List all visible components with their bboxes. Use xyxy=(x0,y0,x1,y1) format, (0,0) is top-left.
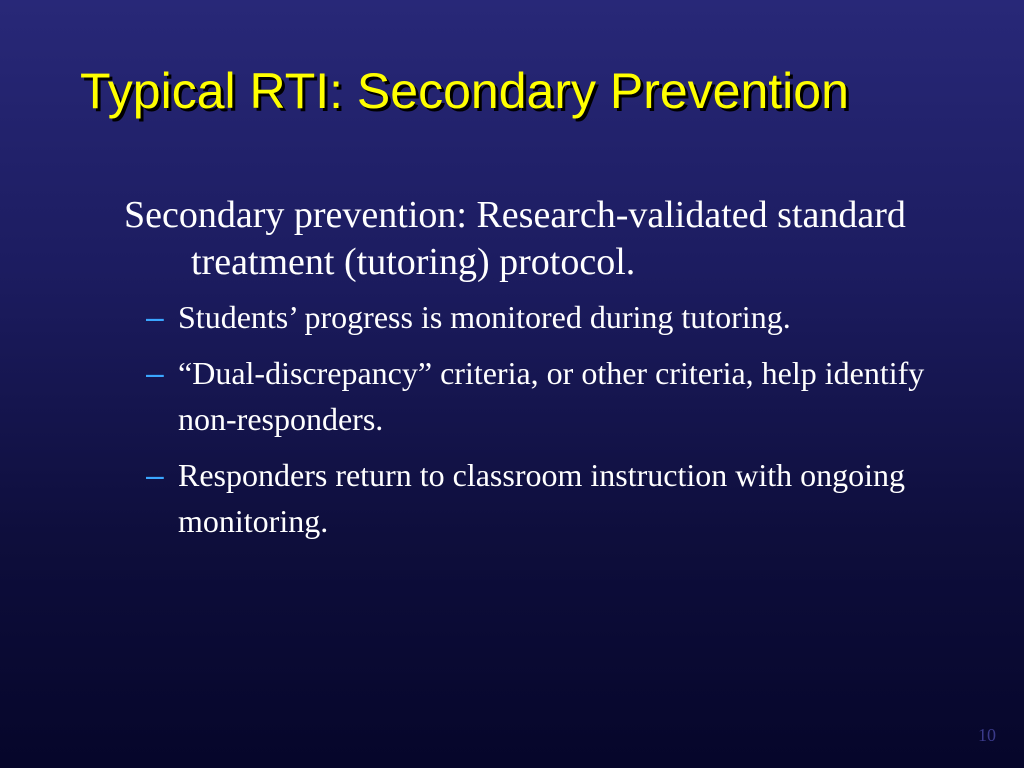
slide-number: 10 xyxy=(978,725,996,745)
slide-body xyxy=(124,192,964,554)
bullet-text: Responders return to classroom instruction with ongoing monitoring. xyxy=(178,457,906,539)
slide-title: Typical RTI: Secondary Prevention xyxy=(80,63,849,119)
dash-bullet-icon: – xyxy=(146,457,164,493)
dash-bullet-icon: – xyxy=(146,355,164,391)
bullet-item xyxy=(124,452,938,544)
bullet-text: “Dual-discrepancy” criteria, or other criteria, help identify non-responders. xyxy=(178,355,925,437)
bullet-item xyxy=(124,294,938,340)
lead-paragraph: Secondary prevention: Research-validated standard treatment (tutoring) protocol. xyxy=(124,194,906,283)
dash-bullet-icon: – xyxy=(146,299,164,335)
bullet-text: Students’ progress is monitored during tutoring. xyxy=(178,299,791,335)
bullet-item xyxy=(124,350,938,442)
